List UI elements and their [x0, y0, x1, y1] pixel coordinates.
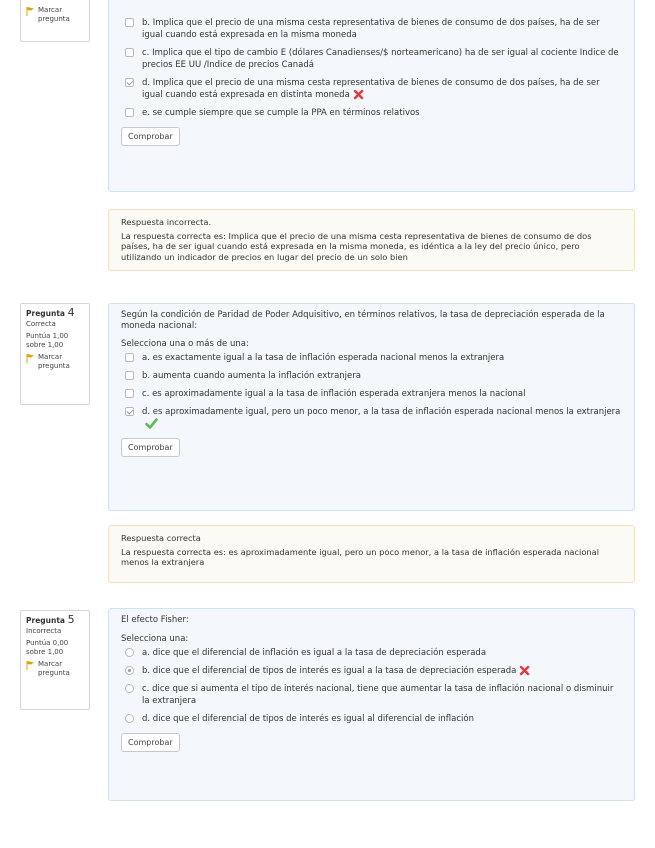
- answer-option[interactable]: [121, 107, 622, 119]
- flag-label: Marcar pregunta: [38, 353, 70, 370]
- question-3-feedback: [108, 209, 635, 271]
- answer-text: a. es exactamente igual a la tasa de inflación esperada nacional menos la extranjera: [142, 353, 505, 363]
- answer-option[interactable]: [121, 388, 622, 400]
- answer-prompt: Selecciona una o más de una:: [121, 339, 249, 349]
- flag-question-5[interactable]: [26, 660, 84, 678]
- question-grade: Puntúa 1,00 sobre 1,00: [26, 332, 69, 349]
- answer-text: d. Implica que el precio de una misma cesta representativa de bienes de consumo de dos países, ha de ser igual cuando está expresada en distinta moneda: [142, 78, 600, 100]
- question-3-content: [108, 0, 635, 192]
- incorrect-icon: [353, 89, 364, 100]
- feedback-title: Respuesta incorrecta.: [121, 217, 212, 227]
- answer-checkbox[interactable]: [125, 48, 134, 57]
- flag-label: Marcar pregunta: [38, 6, 70, 23]
- answer-text: b. Implica que el precio de una misma cesta representativa de bienes de consumo de dos países, ha de ser igual cuando está expresada en la misma moneda: [142, 18, 600, 40]
- feedback-text: La respuesta correcta es: es aproximadamente igual, pero un poco menor, a la tasa de inflación esperada nacional menos la extranjera: [121, 546, 600, 567]
- answer-text: b. dice que el diferencial de tipos de interés es igual a la tasa de depreciación esperada: [142, 665, 517, 676]
- answer-option[interactable]: [121, 665, 622, 677]
- answer-prompt: Selecciona una:: [121, 633, 189, 644]
- question-5-content: [108, 608, 635, 801]
- flag-question-3[interactable]: [26, 6, 84, 24]
- answer-checkbox[interactable]: [125, 18, 134, 27]
- answer-checkbox[interactable]: [125, 78, 134, 87]
- answer-checkbox[interactable]: [125, 108, 134, 117]
- flag-icon: [26, 353, 35, 363]
- check-button[interactable]: Comprobar: [121, 438, 180, 457]
- answer-text: e. se cumple siempre que se cumple la PPA en términos relativos: [142, 108, 420, 118]
- flag-icon: [26, 6, 35, 16]
- answer-radio[interactable]: [125, 648, 134, 657]
- feedback-title: Respuesta correcta: [121, 533, 201, 543]
- answer-option[interactable]: [121, 406, 622, 430]
- answer-checkbox[interactable]: [125, 407, 134, 416]
- question-number: Pregunta 5: [26, 613, 75, 626]
- answer-option[interactable]: [121, 647, 622, 659]
- question-text: Según la condición de Paridad de Poder Adquisitivo, en términos relativos, la tasa de depreciación esperada de la moneda nacional:: [121, 310, 605, 331]
- question-state: Incorrecta: [26, 627, 62, 635]
- question-3-info: [20, 0, 90, 42]
- answer-option[interactable]: [121, 17, 622, 41]
- answer-text: d. dice que el diferencial de tipos de interés es igual al diferencial de inflación: [142, 713, 474, 724]
- correct-icon: [145, 418, 158, 429]
- check-button[interactable]: Comprobar: [121, 733, 180, 752]
- answer-option[interactable]: [121, 713, 622, 725]
- flag-label: Marcar pregunta: [38, 660, 70, 677]
- flag-question-4[interactable]: [26, 353, 84, 371]
- answer-text: c. dice que si aumenta el tipo de interés nacional, tiene que aumentar la tasa de inflación nacional o disminuir la extranjera: [142, 683, 614, 706]
- answer-option[interactable]: [121, 683, 622, 707]
- answer-option[interactable]: [121, 77, 622, 101]
- answer-radio[interactable]: [125, 666, 134, 675]
- answer-option[interactable]: [121, 352, 622, 364]
- question-number: Pregunta 4: [26, 306, 75, 319]
- question-4-content: [108, 303, 635, 511]
- answer-text: c. Implica que el tipo de cambio E (dólares Canadienses/$ norteamericano) ha de ser igual al cociente Indice de precios EE UU /Indice de precios Canadá: [142, 48, 619, 70]
- question-text: El efecto Fisher:: [121, 615, 189, 625]
- check-button[interactable]: Comprobar: [121, 127, 180, 146]
- flag-icon: [26, 660, 35, 670]
- answer-checkbox[interactable]: [125, 353, 134, 362]
- question-5-info: [20, 610, 90, 710]
- incorrect-icon: [519, 665, 530, 676]
- answer-checkbox[interactable]: [125, 389, 134, 398]
- answer-radio[interactable]: [125, 684, 134, 693]
- question-4-info: [20, 303, 90, 405]
- question-state: Correcta: [26, 320, 56, 328]
- question-4-feedback: [108, 525, 635, 583]
- answer-text: b. aumenta cuando aumenta la inflación extranjera: [142, 371, 361, 381]
- answer-radio[interactable]: [125, 714, 134, 723]
- answer-option[interactable]: [121, 47, 622, 71]
- question-grade: Puntúa 0,00 sobre 1,00: [26, 639, 69, 656]
- answer-checkbox[interactable]: [125, 371, 134, 380]
- answer-option[interactable]: [121, 370, 622, 382]
- answer-text: a. dice que el diferencial de inflación es igual a la tasa de depreciación esperada: [142, 647, 487, 658]
- answer-text: d. es aproximadamente igual, pero un poco menor, a la tasa de inflación esperada nacional menos la extranjera: [142, 407, 621, 417]
- feedback-text: La respuesta correcta es: Implica que el precio de una misma cesta representativa de bienes de consumo de dos países, ha de ser igual cuando está expresada en la misma moneda, es idéntica a la ley del precio único, pero utilizando un indicador de precios en lugar del precio de un solo bien: [121, 230, 592, 262]
- answer-text: c. es aproximadamente igual a la tasa de inflación esperada extranjera menos la nacional: [142, 389, 526, 399]
